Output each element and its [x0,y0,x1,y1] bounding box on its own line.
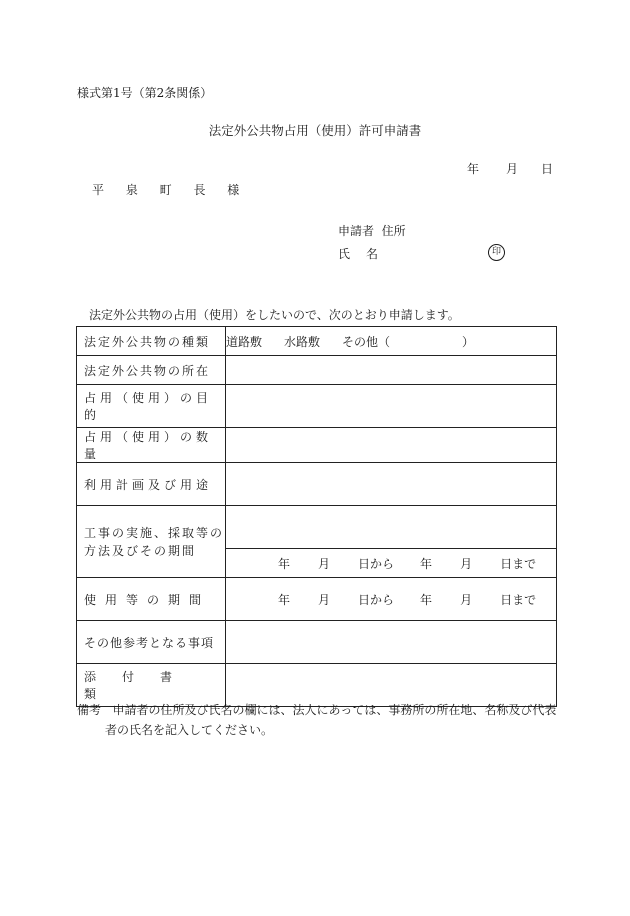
application-table [76,326,557,707]
seal-mark: 印 [488,244,505,261]
usage-plan-field[interactable] [226,463,557,506]
row-label: 添付書類 [77,664,226,707]
quantity-field[interactable] [226,428,557,463]
remarks-label: 備考 [77,703,102,717]
location-field[interactable] [226,356,557,385]
date-day-label: 日 [541,162,554,176]
period-month2: 月 [460,556,473,571]
period-until: 日まで [500,556,537,571]
date-year-label: 年 [467,162,480,176]
period-month: 月 [318,556,331,571]
date-month-label: 月 [506,162,519,176]
type-water: 水路敷 [284,334,321,349]
row-label: 法定外公共物の所在 [77,356,226,385]
form-number: 様式第1号（第2条関係） [77,86,213,100]
table-row [77,385,557,428]
applicant-address-label [338,222,406,239]
period-year2: 年 [420,592,433,607]
usage-period [226,578,557,621]
table-row [77,428,557,463]
purpose-field[interactable] [226,385,557,428]
row-label: 利用計画及び用途 [77,463,226,506]
row-label: その他参考となる事項 [77,621,226,664]
row-label: 使用等の期間 [77,578,226,621]
period-from: 日から [358,592,395,607]
table-row [77,327,557,356]
type-options [226,327,557,356]
construction-period [226,549,557,578]
intro-text: 法定外公共物の占用（使用）をしたいので、次のとおり申請します。 [89,308,460,322]
remarks-line-2: 者の氏名を記入してください。 [105,723,274,737]
table-row [77,356,557,385]
table-row [77,463,557,506]
table-row [77,621,557,664]
table-row [77,578,557,621]
remarks-line-1: 申請者の住所及び氏名の欄には、法人にあっては、事務所の所在地、名称及び代表 [112,703,557,717]
period-month2: 月 [460,592,473,607]
remarks [77,700,556,740]
period-from: 日から [358,556,395,571]
reference-field[interactable] [226,621,557,664]
document-title: 法定外公共物占用（使用）許可申請書 [208,123,422,138]
table-row [77,506,557,549]
row-label: 占用（使用）の目的 [77,385,226,428]
type-other: その他（ ） [342,334,475,349]
row-label: 占用（使用）の数量 [77,428,226,463]
period-year2: 年 [420,556,433,571]
name-label: 氏名 [338,247,395,261]
row-label: 工事の実施、採取等の方法及びその期間 [77,506,226,578]
period-year: 年 [278,592,291,607]
period-until: 日まで [500,592,537,607]
type-road: 道路敷 [226,334,263,349]
period-month: 月 [318,592,331,607]
addressee: 平 泉 町 長 様 [92,183,249,197]
address-label: 住所 [381,224,406,238]
row-label: 法定外公共物の種類 [77,327,226,356]
period-year: 年 [278,556,291,571]
applicant-label: 申請者 [338,224,375,238]
construction-method-field[interactable] [226,506,557,549]
